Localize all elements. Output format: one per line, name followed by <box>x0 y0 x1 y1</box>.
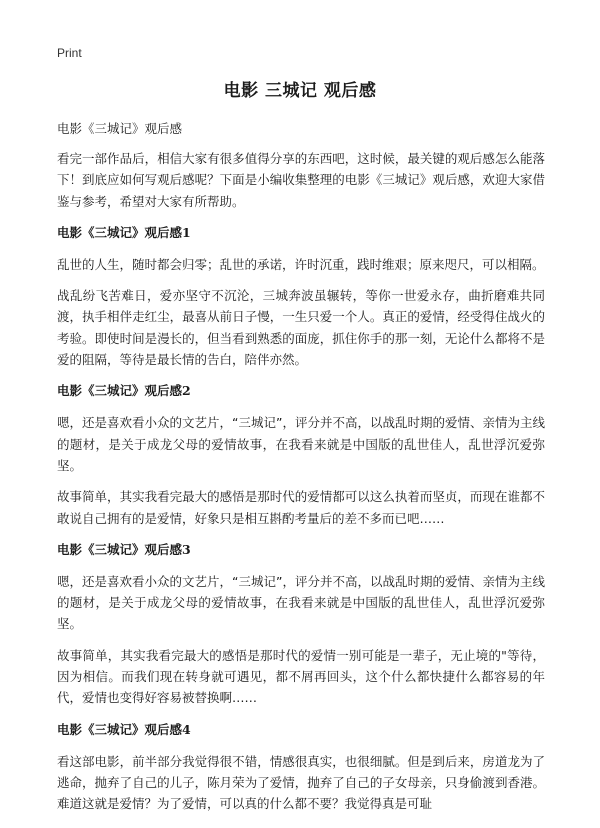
section-heading-1: 电影《三城记》观后感1 <box>57 224 191 240</box>
section-4-paragraph-1: 看这部电影，前半部分我觉得很不错，情感很真实，也很细腻。但是到后来，房道龙为了逃命，抛弃了自己的儿子，陈月荣为了爱情，抛弃了自己的子女母亲，只身偷渡到香港。难道这就是爱情？为了爱情，可以真的什么都不要？我觉得真是可耻 <box>57 753 545 812</box>
section-heading-4: 电影《三城记》观后感4 <box>57 721 191 737</box>
intro-paragraph: 看完一部作品后，相信大家有很多值得分享的东西吧，这时候，最关键的观后感怎么能落下！到底应如何写观后感呢？下面是小编收集整理的电影《三城记》观后感，欢迎大家借鉴与参考，希望对大家有所帮助。 <box>57 151 545 209</box>
article-subtitle: 电影《三城记》观后感 <box>57 121 183 136</box>
section-heading-3: 电影《三城记》观后感3 <box>57 541 191 557</box>
section-3-paragraph-2: 故事简单，其实我看完最大的感悟是那时代的爱情一别可能是一辈子，无止境的"等待，因为相信。而我们现在转身就可遇见，都不屑再回头，这个什么都快捷什么都容易的年代，爱情也变得好容易被替换啊…… <box>57 647 545 706</box>
section-2-paragraph-1: 嗯，还是喜欢看小众的文艺片，“三城记”，评分并不高，以战乱时期的爱情、亲情为主线的题材，是关于成龙父母的爱情故事，在我看来就是中国版的乱世佳人，乱世浮沉爱弥坚。 <box>57 415 545 473</box>
section-1-paragraph-2: 战乱纷飞苦难日，爱亦坚守不沉沦，三城奔波虽辗转，等你一世爱永存，曲折磨难共同渡，执手相伴走红尘，最喜从前日子慢，一生只爱一个人。真正的爱情，经受得住战火的考验。即使时间是漫长的，但当看到熟悉的面庞，抓住你手的那一刻，无论什么都将不是爱的阻隔，等待是最长情的告白，陪伴亦然。 <box>57 288 545 368</box>
section-2-paragraph-2: 故事简单，其实我看完最大的感悟是那时代的爱情都可以这么执着而坚贞，而现在谁都不敢说自己拥有的是爱情，好象只是相互斟酌考量后的差不多而已吧…… <box>57 489 545 526</box>
section-1-paragraph-1: 乱世的人生，随时都会归零；乱世的承诺，许时沉重，践时维艰；原来咫尺，可以相隔。 <box>57 256 545 272</box>
section-heading-2: 电影《三城记》观后感2 <box>57 383 191 399</box>
page-title: 电影 三城记 观后感 <box>223 81 377 101</box>
article-body <box>57 118 545 825</box>
print-link[interactable]: Print <box>57 46 82 60</box>
section-3-paragraph-1: 嗯，还是喜欢看小众的文艺片，“三城记”，评分并不高，以战乱时期的爱情、亲情为主线的题材，是关于成龙父母的爱情故事，在我看来就是中国版的乱世佳人，乱世浮沉爱弥坚。 <box>57 573 545 632</box>
